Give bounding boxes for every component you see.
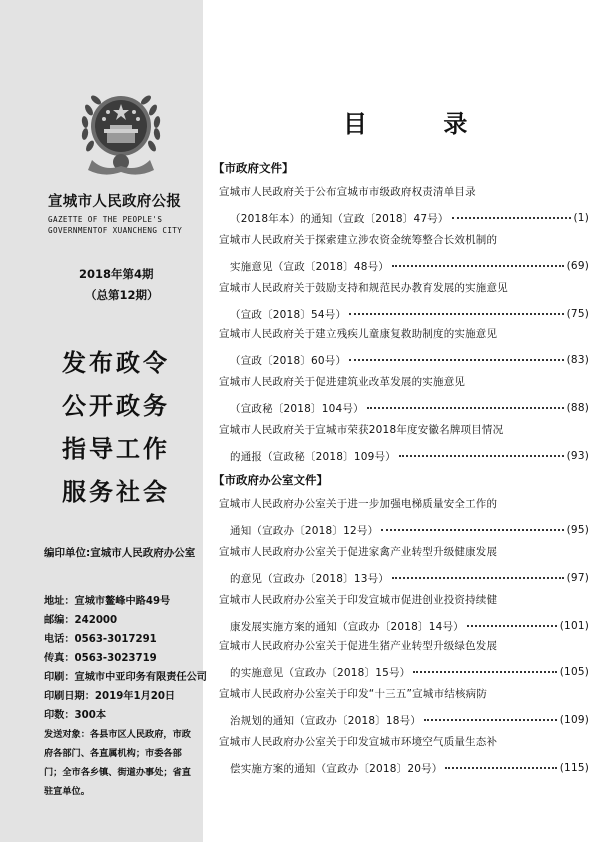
entry-doc-number: 的实施意见（宣政办〔2018〕15号） [230,666,411,679]
entry-doc-number: （2018年本）的通知（宣政〔2018〕47号） [230,212,449,225]
editor-unit: 编印单位:宣城市人民政府办公室 [44,547,196,559]
leader-dots [399,455,564,457]
leader-dots [413,671,556,673]
printer: 印刷：宣城市中亚印务有限责任公司 [44,672,207,683]
entry-page: (101) [559,620,589,632]
entry-title: 宣城市人民政府办公室关于进一步加强电梯质量安全工作的 [219,498,498,510]
publication-title: 宣城市人民政府公报 [48,194,182,210]
toc-entry[interactable] [219,544,589,588]
entry-doc-number: （宣政秘〔2018〕104号） [230,402,364,415]
issue-number: 2018年第4期 [79,267,154,281]
entry-title: 宣城市人民政府办公室关于促进家禽产业转型升级健康发展 [219,546,498,558]
address: 地址：宣城市鳌峰中路49号 [44,596,171,607]
toc-entry[interactable] [219,326,589,370]
distribution: 发送对象：各县市区人民政府，市政府各部门、各直属机构；市委各部门；全市各乡镇、街道办事处；省直驻宣单位。 [44,729,191,797]
entry-title: 宣城市人民政府办公室关于印发“十三五”宣城市结核病防 [219,688,488,700]
entry-doc-number: （宣政〔2018〕60号） [230,354,347,367]
leader-dots [392,577,564,579]
slogan-4: 服务社会 [62,477,170,506]
entry-title: 宣城市人民政府办公室关于印发宣城市促进创业投资持续健 [219,594,498,606]
leader-dots [349,359,563,361]
entry-page: (109) [559,714,589,726]
leader-dots [467,625,557,627]
entry-page: (115) [559,762,589,774]
entry-title: 宣城市人民政府关于宣城市荣获2018年度安徽名牌项目情况 [219,424,504,436]
toc-title: 目 录 [343,109,502,138]
table-of-contents [203,0,600,842]
entry-page: (97) [566,572,589,584]
entry-doc-number: 的通报（宣政秘〔2018〕109号） [230,450,396,463]
toc-entry[interactable] [219,638,589,682]
national-emblem-icon [74,82,168,182]
phone: 电话：0563-3017291 [44,634,157,645]
section-heading-city-government: 【市政府文件】 [213,161,294,175]
publication-info [44,592,207,801]
entry-doc-number: 治规划的通知（宣政办〔2018〕18号） [230,714,422,727]
entry-title: 宣城市人民政府关于探索建立涉农资金统筹整合长效机制的 [219,234,498,246]
toc-entry[interactable] [219,592,589,636]
gazette-en-line-1: GAZETTE OF THE PEOPLE'S [48,215,163,224]
entry-title: 宣城市人民政府办公室关于印发宣城市环境空气质量生态补 [219,736,498,748]
entry-doc-number: 通知（宣政办〔2018〕12号） [230,524,379,537]
left-sidebar [0,0,207,842]
slogan-1: 发布政令 [62,348,170,377]
gazette-en-line-2: GOVERNMENTOF XUANCHENG CITY [48,226,183,235]
toc-entry[interactable] [219,184,589,228]
toc-entry[interactable] [219,686,589,730]
slogans [62,343,170,515]
leader-dots [367,407,564,409]
entry-doc-number: 偿实施方案的通知（宣政办〔2018〕20号） [230,762,443,775]
entry-page: (69) [566,260,589,272]
leader-dots [424,719,557,721]
toc-entry[interactable] [219,232,589,276]
entry-page: (105) [559,666,589,678]
entry-doc-number: 的意见（宣政办〔2018〕13号） [230,572,389,585]
entry-doc-number: 实施意见（宣政〔2018〕48号） [230,260,389,273]
entry-page: (1) [573,212,589,224]
entry-title: 宣城市人民政府关于促进建筑业改革发展的实施意见 [219,376,466,388]
entry-page: (83) [566,354,589,366]
entry-title: 宣城市人民政府关于鼓励支持和规范民办教育发展的实施意见 [219,282,508,294]
entry-page: (75) [566,308,589,320]
slogan-2: 公开政务 [62,391,170,420]
leader-dots [349,313,563,315]
postcode: 邮编：242000 [44,615,118,626]
leader-dots [392,265,564,267]
toc-entry[interactable] [219,734,589,778]
toc-entry[interactable] [219,374,589,418]
print-date: 印刷日期：2019年1月20日 [44,691,176,702]
toc-entry[interactable] [219,280,589,324]
entry-title: 宣城市人民政府办公室关于促进生猪产业转型升级绿色发展 [219,640,498,652]
toc-entry[interactable] [219,496,589,540]
leader-dots [445,767,556,769]
slogan-3: 指导工作 [62,434,170,463]
fax: 传真：0563-3023719 [44,653,157,664]
entry-title: 宣城市人民政府关于建立残疾儿童康复救助制度的实施意见 [219,328,498,340]
entry-doc-number: （宣政〔2018〕54号） [230,308,347,321]
print-count: 印数：300本 [44,710,107,721]
entry-page: (95) [566,524,589,536]
gazette-english-title [48,214,208,236]
leader-dots [452,217,571,219]
leader-dots [381,529,563,531]
entry-title: 宣城市人民政府关于公布宣城市市级政府权责清单目录 [219,186,476,198]
section-heading-government-office: 【市政府办公室文件】 [213,473,328,487]
entry-page: (88) [566,402,589,414]
entry-page: (93) [566,450,589,462]
toc-entry[interactable] [219,422,589,466]
issue-total-number: （总第12期） [85,288,159,302]
entry-doc-number: 康发展实施方案的通知（宣政办〔2018〕14号） [230,620,464,633]
